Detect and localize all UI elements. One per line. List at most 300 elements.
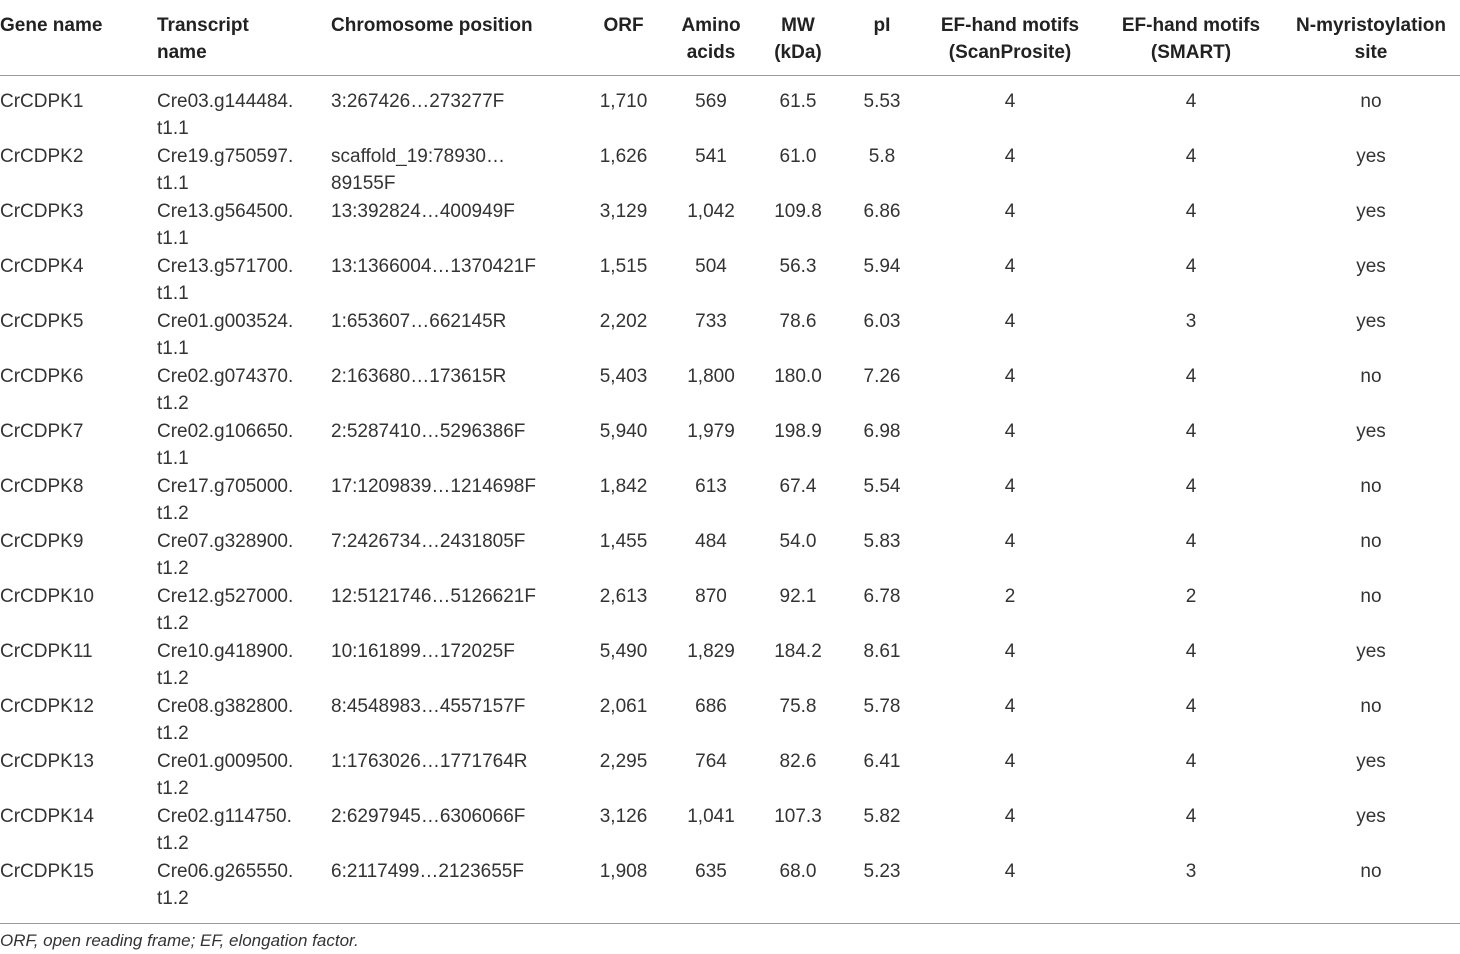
header-line: Chromosome position: [331, 15, 533, 36]
cell-ef-hand-smart: [1100, 528, 1282, 583]
cell-gene-name: [0, 418, 157, 473]
cell-text: 6.03: [863, 311, 901, 332]
cell-n-myristoylation: [1282, 803, 1460, 858]
cell-text: 6.98: [863, 421, 901, 442]
cell-transcript-name: [157, 363, 331, 418]
cell-ef-hand-scanprosite: [920, 308, 1100, 363]
cell-amino-acids: [670, 803, 752, 858]
cell-gene-name: [0, 143, 157, 198]
cell-amino-acids: [670, 693, 752, 748]
cell-transcript-name: [157, 473, 331, 528]
table-row: [0, 76, 1460, 144]
cell-text: 4: [1004, 421, 1016, 442]
cell-mw: [752, 693, 844, 748]
cell-text: 4: [1004, 751, 1016, 772]
cell-text: 184.2: [774, 641, 822, 662]
cell-chromosome-position: [331, 418, 577, 473]
cell-chromosome-position: [331, 858, 577, 924]
cell-gene-name: [0, 638, 157, 693]
header-n-myristoylation: [1282, 0, 1460, 76]
cell-amino-acids: [670, 528, 752, 583]
cell-gene-name: [0, 583, 157, 638]
cell-text: 5.53: [863, 91, 901, 112]
cell-mw: [752, 528, 844, 583]
cell-n-myristoylation: [1282, 528, 1460, 583]
cell-text: 4: [1004, 91, 1016, 112]
cell-pi: [844, 418, 920, 473]
cell-transcript-name: [157, 253, 331, 308]
cell-text: 4: [1004, 641, 1016, 662]
cell-text: 1,908: [599, 861, 648, 882]
header-line: Transcript: [157, 15, 249, 36]
cell-pi: [844, 803, 920, 858]
cell-text: Cre12.g527000.: [157, 586, 294, 607]
cell-text: 3: [1185, 311, 1197, 332]
cell-ef-hand-scanprosite: [920, 693, 1100, 748]
cell-text: t1.1: [157, 283, 189, 304]
cell-chromosome-position: [331, 748, 577, 803]
cell-text: 4: [1004, 531, 1016, 552]
cell-text: Cre03.g144484.: [157, 91, 294, 112]
cell-text: 61.0: [779, 146, 817, 167]
cell-ef-hand-scanprosite: [920, 76, 1100, 144]
cell-text: 686: [695, 696, 727, 717]
cell-text: 1:1763026…1771764R: [331, 751, 528, 772]
cell-pi: [844, 143, 920, 198]
cell-text: 4: [1004, 311, 1016, 332]
cell-text: CrCDPK3: [0, 201, 84, 222]
cell-text: 4: [1004, 696, 1016, 717]
cell-text: 3: [1185, 861, 1197, 882]
cell-orf: [577, 583, 670, 638]
cell-n-myristoylation: [1282, 198, 1460, 253]
cell-amino-acids: [670, 76, 752, 144]
cell-transcript-name: [157, 528, 331, 583]
cell-ef-hand-smart: [1100, 308, 1282, 363]
cell-n-myristoylation: [1282, 308, 1460, 363]
cell-amino-acids: [670, 638, 752, 693]
cell-text: 4: [1185, 146, 1197, 167]
cell-text: 541: [695, 146, 727, 167]
cell-ef-hand-smart: [1100, 858, 1282, 924]
cell-text: CrCDPK2: [0, 146, 84, 167]
cell-text: 3:267426…273277F: [331, 91, 505, 112]
cell-mw: [752, 198, 844, 253]
header-line: EF-hand motifs: [940, 15, 1080, 36]
cell-text: 17:1209839…1214698F: [331, 476, 536, 497]
cell-text: Cre01.g003524.: [157, 311, 294, 332]
cell-text: 870: [695, 586, 727, 607]
cell-text: Cre02.g114750.: [157, 806, 292, 827]
cell-text: t1.1: [157, 228, 189, 249]
cell-text: CrCDPK1: [0, 91, 84, 112]
table-row: [0, 473, 1460, 528]
cell-text: Cre10.g418900.: [157, 641, 294, 662]
cell-amino-acids: [670, 253, 752, 308]
cell-text: t1.2: [157, 558, 189, 579]
cell-text: 2,295: [599, 751, 648, 772]
cell-ef-hand-smart: [1100, 253, 1282, 308]
cell-text: 4: [1185, 476, 1197, 497]
cell-text: 4: [1185, 751, 1197, 772]
cell-text: t1.1: [157, 173, 189, 194]
cell-text: 5.82: [863, 806, 901, 827]
cell-ef-hand-scanprosite: [920, 473, 1100, 528]
cell-text: 733: [695, 311, 727, 332]
header-orf: [577, 0, 670, 76]
table-row: [0, 693, 1460, 748]
cell-text: 4: [1185, 366, 1197, 387]
cell-pi: [844, 638, 920, 693]
cell-text: 2,202: [599, 311, 648, 332]
header-chromosome-position: [331, 0, 577, 76]
cell-text: 2: [1185, 586, 1197, 607]
cell-text: 5.83: [863, 531, 901, 552]
cell-text: 5.23: [863, 861, 901, 882]
cell-text: 1,455: [599, 531, 648, 552]
cell-text: 2,613: [599, 586, 648, 607]
cell-text: 2:5287410…5296386F: [331, 421, 526, 442]
header-line: ORF: [603, 15, 644, 36]
header-line: pI: [873, 15, 891, 36]
cell-pi: [844, 748, 920, 803]
cell-text: 5.8: [868, 146, 896, 167]
cell-text: 613: [695, 476, 727, 497]
cell-gene-name: [0, 528, 157, 583]
cell-n-myristoylation: [1282, 473, 1460, 528]
header-ef-hand-smart: [1100, 0, 1282, 76]
cell-text: no: [1360, 586, 1382, 607]
cell-text: 82.6: [779, 751, 817, 772]
cell-text: no: [1360, 531, 1382, 552]
cell-text: 1,042: [687, 201, 735, 222]
cell-text: 2:163680…173615R: [331, 366, 507, 387]
cell-orf: [577, 308, 670, 363]
cell-text: Cre02.g106650.: [157, 421, 294, 442]
cell-text: 3,129: [599, 201, 648, 222]
cell-ef-hand-scanprosite: [920, 198, 1100, 253]
cell-ef-hand-smart: [1100, 143, 1282, 198]
cell-text: Cre17.g705000.: [157, 476, 294, 497]
cell-text: 764: [695, 751, 727, 772]
cell-gene-name: [0, 308, 157, 363]
cell-text: 54.0: [779, 531, 817, 552]
cell-ef-hand-smart: [1100, 418, 1282, 473]
cell-text: 4: [1185, 91, 1197, 112]
cell-text: 4: [1185, 531, 1197, 552]
table-footnote: ORF, open reading frame; EF, elongation factor.: [0, 931, 359, 950]
cell-text: 68.0: [779, 861, 817, 882]
cell-text: t1.2: [157, 503, 189, 524]
cell-text: 1,800: [687, 366, 735, 387]
cell-text: 4: [1185, 421, 1197, 442]
cell-text: 13:1366004…1370421F: [331, 256, 536, 277]
cell-chromosome-position: [331, 198, 577, 253]
cell-text: 4: [1004, 861, 1016, 882]
cell-text: CrCDPK8: [0, 476, 84, 497]
cell-mw: [752, 858, 844, 924]
cell-amino-acids: [670, 198, 752, 253]
table-row: [0, 748, 1460, 803]
cell-text: CrCDPK14: [0, 806, 94, 827]
cell-pi: [844, 76, 920, 144]
cell-pi: [844, 858, 920, 924]
cell-text: Cre19.g750597.: [157, 146, 294, 167]
cell-chromosome-position: [331, 693, 577, 748]
cell-gene-name: [0, 76, 157, 144]
header-line: Amino: [681, 15, 741, 36]
cell-text: 67.4: [779, 476, 817, 497]
cell-amino-acids: [670, 143, 752, 198]
cell-text: no: [1360, 366, 1382, 387]
cell-text: 5.54: [863, 476, 901, 497]
cell-text: 180.0: [774, 366, 822, 387]
table-body: [0, 76, 1460, 924]
cell-text: 4: [1185, 201, 1197, 222]
cell-mw: [752, 803, 844, 858]
cell-text: Cre13.g571700.: [157, 256, 294, 277]
cell-text: 2:6297945…6306066F: [331, 806, 526, 827]
cell-orf: [577, 473, 670, 528]
cell-transcript-name: [157, 638, 331, 693]
cell-gene-name: [0, 748, 157, 803]
cell-gene-name: [0, 198, 157, 253]
cell-transcript-name: [157, 803, 331, 858]
cell-text: 92.1: [779, 586, 817, 607]
cell-text: Cre02.g074370.: [157, 366, 294, 387]
cell-chromosome-position: [331, 583, 577, 638]
cell-text: 1,710: [599, 91, 648, 112]
cell-text: 5,490: [599, 641, 648, 662]
cell-amino-acids: [670, 748, 752, 803]
cell-transcript-name: [157, 693, 331, 748]
cell-text: t1.2: [157, 393, 189, 414]
table-row: [0, 253, 1460, 308]
cell-orf: [577, 638, 670, 693]
cell-ef-hand-scanprosite: [920, 418, 1100, 473]
cell-text: 6.41: [863, 751, 901, 772]
table-header-row: [0, 0, 1460, 76]
cell-text: t1.2: [157, 723, 189, 744]
cell-transcript-name: [157, 583, 331, 638]
cell-mw: [752, 363, 844, 418]
cell-chromosome-position: [331, 473, 577, 528]
cell-text: 4: [1004, 201, 1016, 222]
cell-amino-acids: [670, 308, 752, 363]
cell-text: no: [1360, 476, 1382, 497]
cell-text: 6:2117499…2123655F: [331, 861, 524, 882]
cell-amino-acids: [670, 583, 752, 638]
cell-text: 484: [695, 531, 727, 552]
cell-text: 4: [1185, 641, 1197, 662]
cell-pi: [844, 693, 920, 748]
header-line: (kDa): [774, 42, 822, 63]
cell-mw: [752, 473, 844, 528]
cell-mw: [752, 76, 844, 144]
cell-text: 4: [1004, 806, 1016, 827]
cell-text: no: [1360, 91, 1382, 112]
cell-orf: [577, 748, 670, 803]
cell-ef-hand-scanprosite: [920, 638, 1100, 693]
cell-orf: [577, 418, 670, 473]
cell-text: 7:2426734…2431805F: [331, 531, 526, 552]
cell-ef-hand-scanprosite: [920, 528, 1100, 583]
cell-text: t1.1: [157, 118, 189, 139]
cell-n-myristoylation: [1282, 693, 1460, 748]
cell-n-myristoylation: [1282, 363, 1460, 418]
cell-n-myristoylation: [1282, 253, 1460, 308]
cell-orf: [577, 143, 670, 198]
cell-text: t1.1: [157, 338, 189, 359]
cell-mw: [752, 748, 844, 803]
table-row: [0, 143, 1460, 198]
cell-text: 5.78: [863, 696, 901, 717]
cell-text: 5.94: [863, 256, 901, 277]
cell-text: scaffold_19:78930…: [331, 146, 505, 167]
header-line: name: [157, 42, 207, 63]
cell-amino-acids: [670, 858, 752, 924]
cell-text: CrCDPK9: [0, 531, 84, 552]
cell-mw: [752, 143, 844, 198]
cell-text: 5,403: [599, 366, 648, 387]
cell-text: CrCDPK10: [0, 586, 94, 607]
cell-gene-name: [0, 253, 157, 308]
table-row: [0, 418, 1460, 473]
cell-text: CrCDPK15: [0, 861, 94, 882]
cell-text: CrCDPK5: [0, 311, 84, 332]
cell-ef-hand-smart: [1100, 473, 1282, 528]
cell-text: 1,979: [687, 421, 735, 442]
cell-ef-hand-scanprosite: [920, 858, 1100, 924]
cell-ef-hand-smart: [1100, 583, 1282, 638]
header-line: MW: [781, 15, 815, 36]
cell-transcript-name: [157, 748, 331, 803]
table-row: [0, 858, 1460, 924]
cell-text: 4: [1004, 256, 1016, 277]
cell-text: 1,041: [687, 806, 735, 827]
cell-orf: [577, 363, 670, 418]
cell-ef-hand-smart: [1100, 803, 1282, 858]
cell-text: Cre07.g328900.: [157, 531, 294, 552]
cell-text: 4: [1004, 366, 1016, 387]
cell-text: yes: [1356, 641, 1386, 662]
cell-gene-name: [0, 858, 157, 924]
cell-text: Cre01.g009500.: [157, 751, 294, 772]
cell-text: 13:392824…400949F: [331, 201, 515, 222]
cell-text: yes: [1356, 146, 1386, 167]
cell-text: 2,061: [599, 696, 648, 717]
table-row: [0, 528, 1460, 583]
cell-gene-name: [0, 363, 157, 418]
cell-text: 8.61: [863, 641, 901, 662]
cell-transcript-name: [157, 76, 331, 144]
cell-orf: [577, 76, 670, 144]
table-row: [0, 308, 1460, 363]
cell-pi: [844, 583, 920, 638]
cell-gene-name: [0, 693, 157, 748]
cell-text: 4: [1004, 476, 1016, 497]
cell-ef-hand-scanprosite: [920, 748, 1100, 803]
cell-n-myristoylation: [1282, 76, 1460, 144]
cell-orf: [577, 803, 670, 858]
table-row: [0, 803, 1460, 858]
cell-text: Cre13.g564500.: [157, 201, 294, 222]
header-line: N-myristoylation: [1296, 15, 1446, 36]
cell-text: 7.26: [863, 366, 901, 387]
cell-ef-hand-smart: [1100, 638, 1282, 693]
header-line: (SMART): [1150, 42, 1232, 63]
cell-text: CrCDPK6: [0, 366, 84, 387]
cell-chromosome-position: [331, 803, 577, 858]
header-mw: [752, 0, 844, 76]
cell-orf: [577, 528, 670, 583]
cell-n-myristoylation: [1282, 143, 1460, 198]
cell-text: CrCDPK11: [0, 641, 93, 662]
cell-text: no: [1360, 861, 1382, 882]
cell-text: 107.3: [774, 806, 822, 827]
cell-amino-acids: [670, 418, 752, 473]
table-row: [0, 198, 1460, 253]
cell-ef-hand-scanprosite: [920, 803, 1100, 858]
cell-text: 5,940: [599, 421, 648, 442]
cell-text: t1.2: [157, 888, 189, 909]
cell-n-myristoylation: [1282, 858, 1460, 924]
cell-chromosome-position: [331, 308, 577, 363]
cell-pi: [844, 363, 920, 418]
cell-gene-name: [0, 803, 157, 858]
cell-ef-hand-scanprosite: [920, 253, 1100, 308]
cell-mw: [752, 253, 844, 308]
cell-transcript-name: [157, 198, 331, 253]
cell-chromosome-position: [331, 638, 577, 693]
cell-orf: [577, 693, 670, 748]
cell-pi: [844, 308, 920, 363]
table-row: [0, 638, 1460, 693]
cell-text: t1.2: [157, 613, 189, 634]
cell-mw: [752, 308, 844, 363]
cell-chromosome-position: [331, 528, 577, 583]
cell-chromosome-position: [331, 76, 577, 144]
header-transcript-name: [157, 0, 331, 76]
cell-orf: [577, 253, 670, 308]
cell-n-myristoylation: [1282, 583, 1460, 638]
cell-text: 1,829: [687, 641, 735, 662]
cell-ef-hand-smart: [1100, 363, 1282, 418]
cell-text: 3,126: [599, 806, 648, 827]
cell-text: yes: [1356, 751, 1386, 772]
cell-mw: [752, 418, 844, 473]
cell-transcript-name: [157, 858, 331, 924]
cell-text: CrCDPK7: [0, 421, 84, 442]
cell-text: t1.2: [157, 833, 189, 854]
cell-text: 6.86: [863, 201, 901, 222]
cell-chromosome-position: [331, 253, 577, 308]
cell-pi: [844, 528, 920, 583]
cell-text: yes: [1356, 311, 1386, 332]
cell-transcript-name: [157, 143, 331, 198]
cell-pi: [844, 198, 920, 253]
cell-ef-hand-scanprosite: [920, 363, 1100, 418]
header-line: (ScanProsite): [948, 42, 1072, 63]
cell-text: Cre08.g382800.: [157, 696, 294, 717]
cell-text: 4: [1185, 806, 1197, 827]
cell-chromosome-position: [331, 363, 577, 418]
cell-text: t1.2: [157, 778, 189, 799]
table-row: [0, 583, 1460, 638]
header-amino-acids: [670, 0, 752, 76]
cell-ef-hand-smart: [1100, 748, 1282, 803]
cell-n-myristoylation: [1282, 748, 1460, 803]
